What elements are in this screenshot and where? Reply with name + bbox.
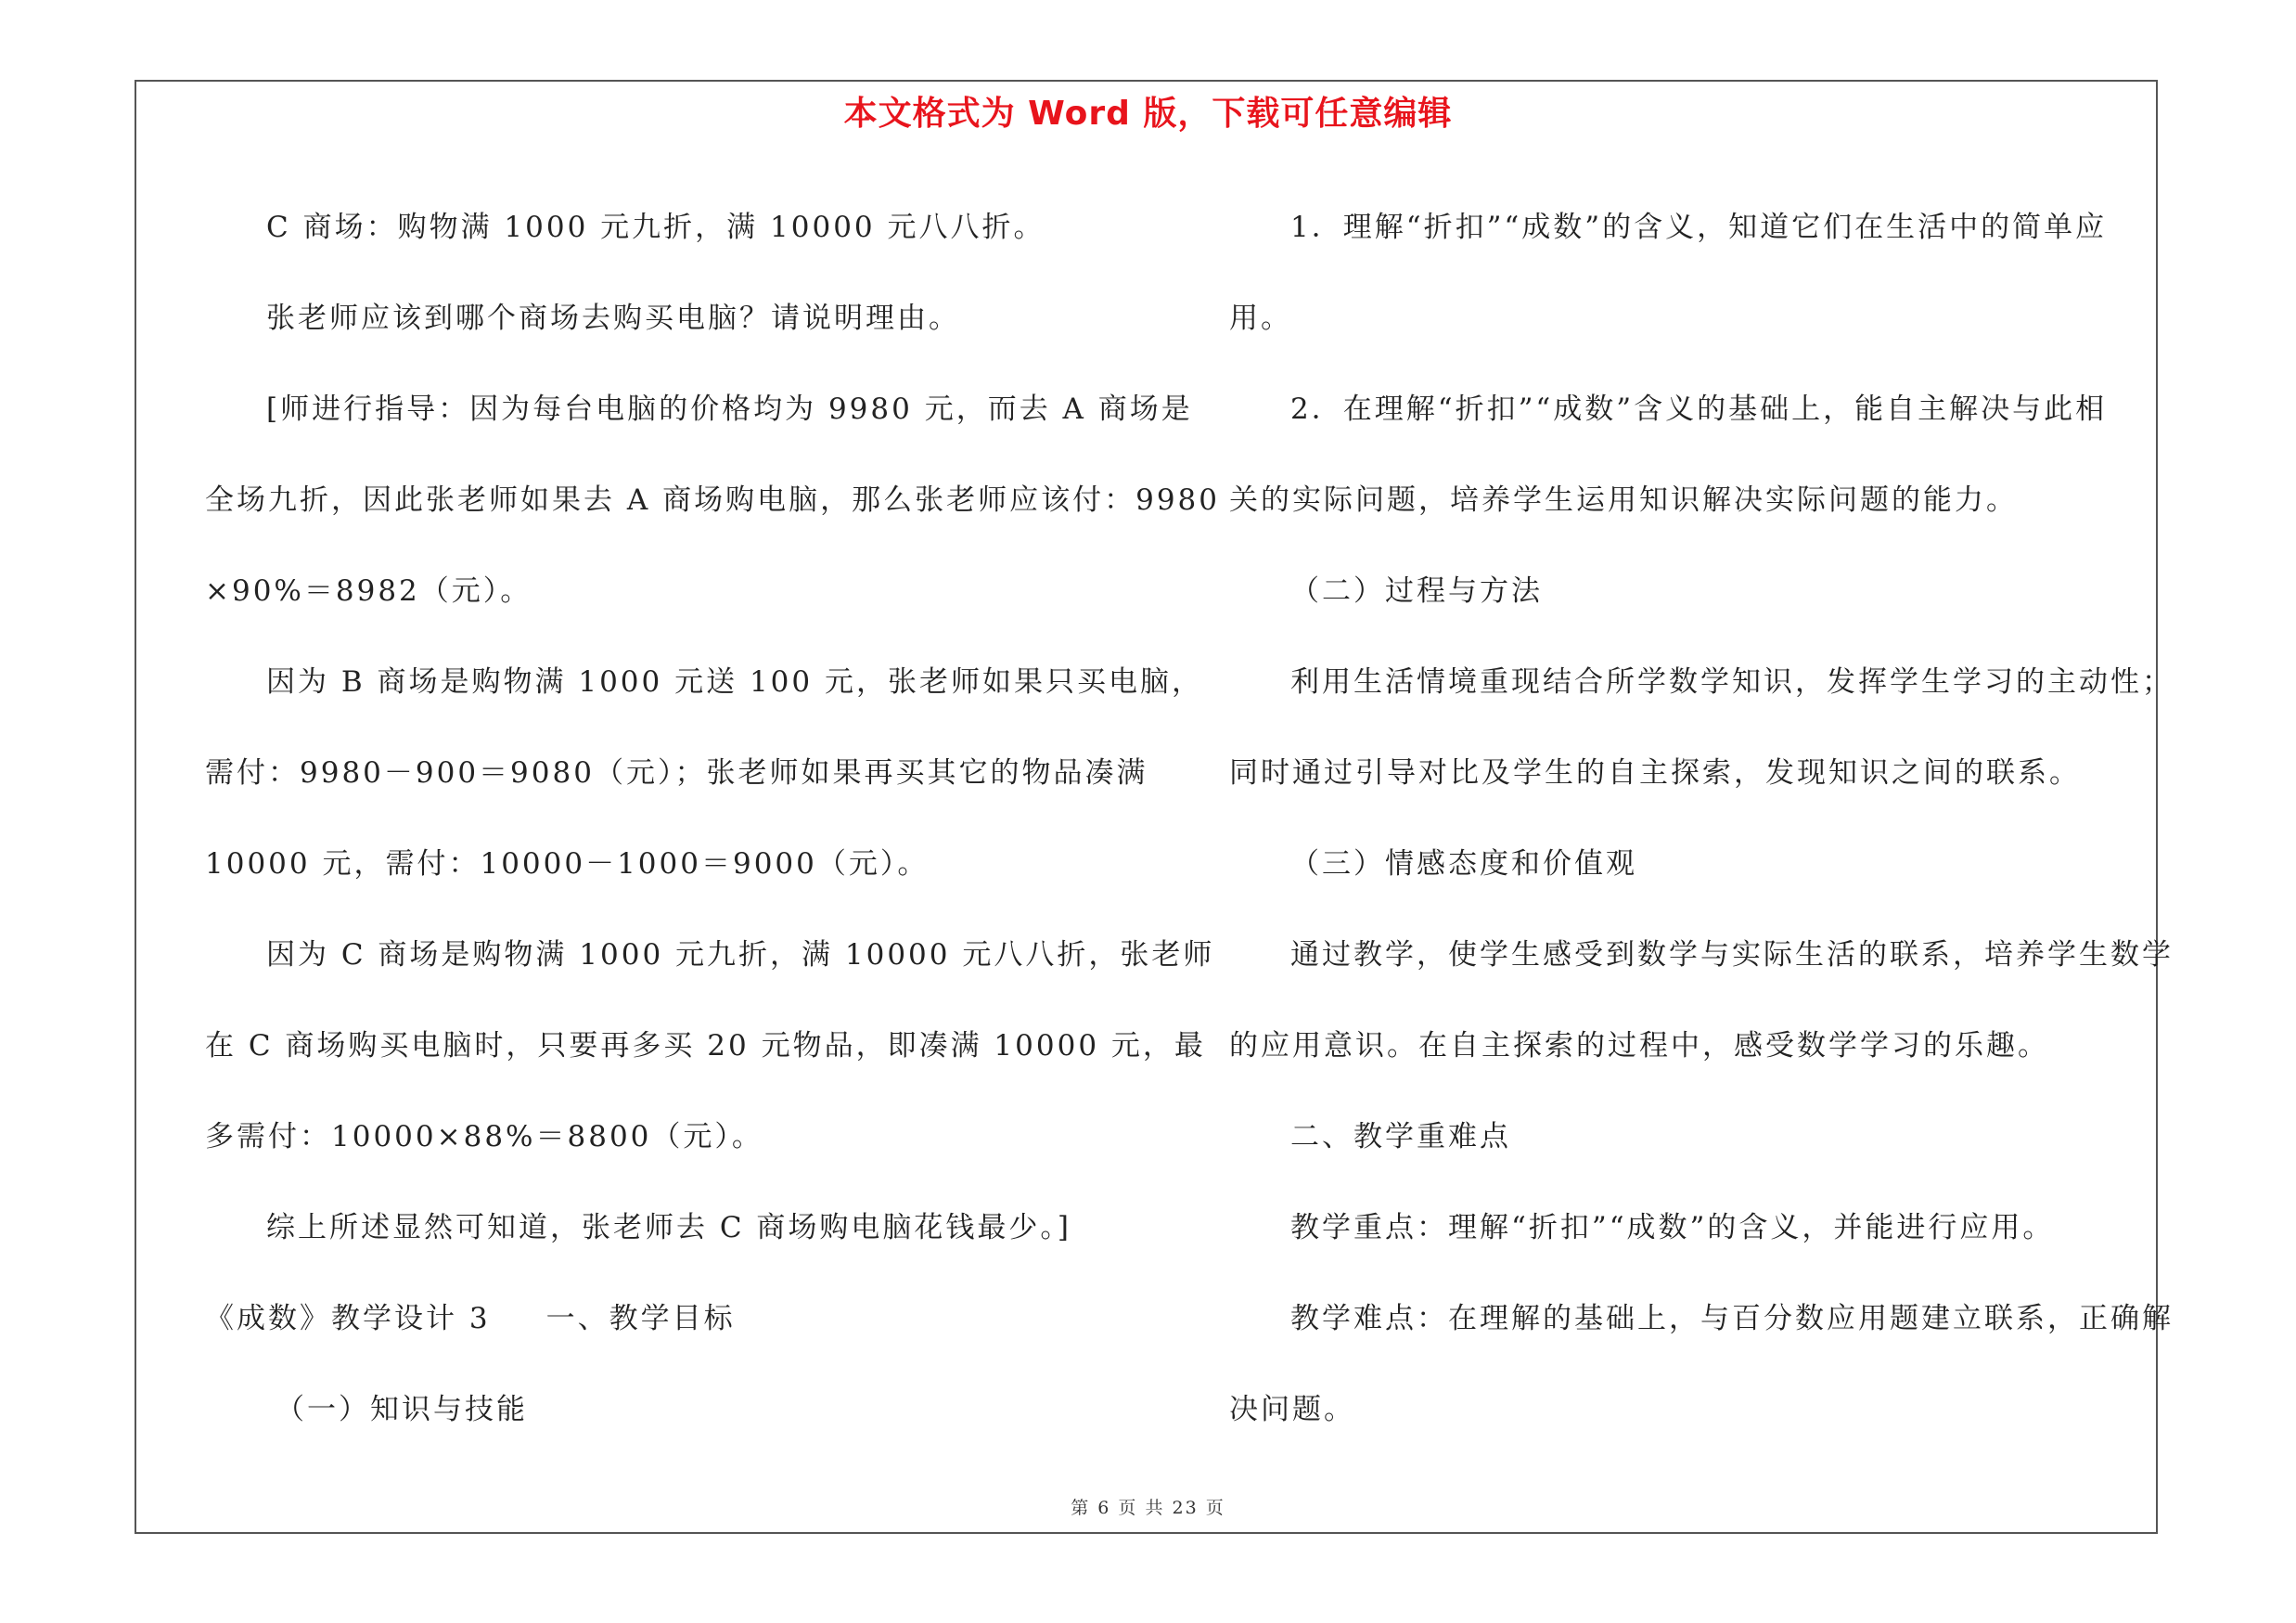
paragraph-line: C 商场：购物满 1000 元九折，满 10000 元八八折。 <box>266 211 1045 244</box>
word-format-banner: 本文格式为 Word 版，下载可任意编辑 <box>843 95 1453 133</box>
paragraph-line: ×90%＝8982（元）。 <box>205 574 532 608</box>
paragraph-line: 需付：9980－900＝9080（元）；张老师如果再买其它的物品凑满 <box>205 756 1148 790</box>
paragraph-line: [师进行指导：因为每台电脑的价格均为 9980 元，而去 A 商场是 <box>266 393 1193 426</box>
section-heading <box>205 1273 1133 1364</box>
paragraph-line: 因为 B 商场是购物满 1000 元送 100 元，张老师如果只买电脑， <box>266 665 1203 699</box>
paragraph-line: 因为 C 商场是购物满 1000 元九折，满 10000 元八八折，张老师 <box>266 938 1215 972</box>
paragraph-line: 利用生活情境重现结合所学数学知识，发挥学生学习的主动性； <box>1290 665 2174 699</box>
paragraph-line: 全场九折，因此张老师如果去 A 商场购电脑，那么张老师应该付：9980 <box>205 483 1220 517</box>
paragraph-line: 2．在理解“折扣”“成数”含义的基础上，能自主解决与此相 <box>1290 393 2108 426</box>
paragraph-line: 用。 <box>1229 302 1292 335</box>
paragraph-line: 在 C 商场购买电脑时，只要再多买 20 元物品，即凑满 10000 元，最 <box>205 1029 1206 1063</box>
page-number-footer: 第 6 页 共 23 页 <box>1071 1498 1225 1518</box>
right-column <box>1229 182 2174 1455</box>
paragraph-line: （二）过程与方法 <box>1290 574 1543 608</box>
paragraph-line: 教学重点：理解“折扣”“成数”的含义，并能进行应用。 <box>1290 1211 2055 1244</box>
document-title: 《成数》教学设计 3 <box>205 1302 491 1335</box>
subheading-knowledge-skills: （一）知识与技能 <box>276 1393 528 1426</box>
paragraph-line: 同时通过引导对比及学生的自主探索，发现知识之间的联系。 <box>1229 756 2081 790</box>
left-column <box>205 182 1220 1455</box>
heading-teaching-goals: 一、教学目标 <box>545 1302 736 1335</box>
paragraph-line: （三）情感态度和价值观 <box>1290 847 1637 881</box>
paragraph-line: 的应用意识。在自主探索的过程中，感受数学学习的乐趣。 <box>1229 1029 2049 1063</box>
paragraph-line: 多需付：10000×88%＝8800（元）。 <box>205 1120 763 1153</box>
paragraph-line: 二、教学重难点 <box>1290 1120 1511 1153</box>
paragraph-line: 关的实际问题，培养学生运用知识解决实际问题的能力。 <box>1229 483 2018 517</box>
paragraph-line: 张老师应该到哪个商场去购买电脑？请说明理由。 <box>266 302 960 335</box>
paragraph-line: 教学难点：在理解的基础上，与百分数应用题建立联系，正确解 <box>1290 1302 2174 1335</box>
paragraph-line: 综上所述显然可知道，张老师去 C 商场购电脑花钱最少。] <box>266 1211 1072 1244</box>
paragraph-line: 1．理解“折扣”“成数”的含义，知道它们在生活中的简单应 <box>1290 211 2108 244</box>
paragraph-line: 通过教学，使学生感受到数学与实际生活的联系，培养学生数学 <box>1290 938 2174 972</box>
paragraph-line: 决问题。 <box>1229 1393 1355 1426</box>
paragraph-line: 10000 元，需付：10000－1000＝9000（元）。 <box>205 847 930 881</box>
